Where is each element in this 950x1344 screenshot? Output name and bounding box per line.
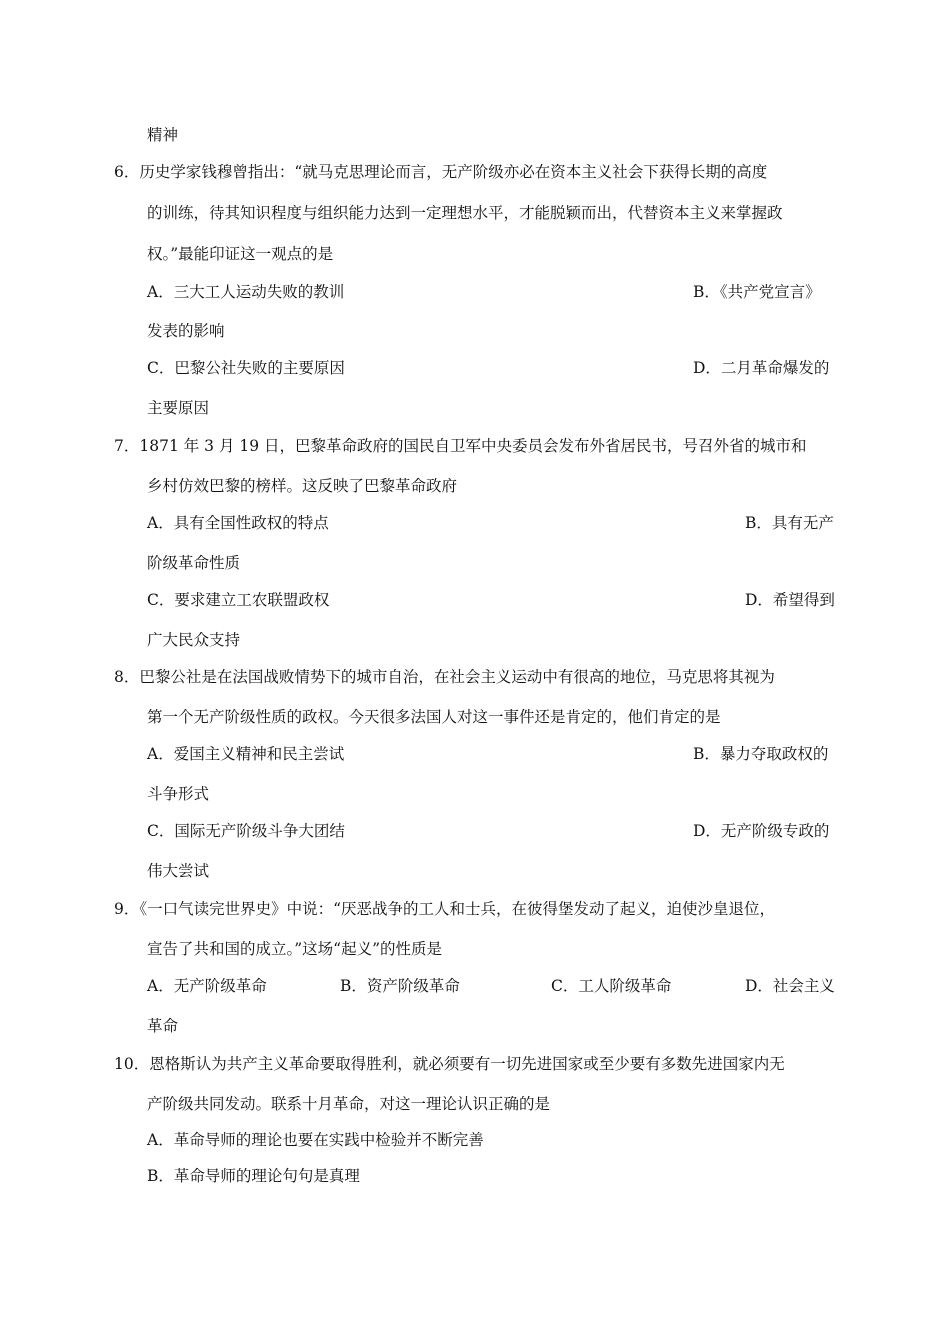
q8-option-a: A．爱国主义精神和民主尝试 [147, 745, 345, 763]
q7-option-d-continuation: 广大民众支持 [147, 631, 241, 649]
q7-option-c: C．要求建立工农联盟政权 [147, 591, 330, 609]
q9-option-a: A．无产阶级革命 [147, 977, 267, 995]
q6-option-d: D．二月革命爆发的 [693, 359, 830, 377]
q6-option-b: B．《共产党宣言》 [693, 283, 821, 301]
q10-stem-line-1: 10．恩格斯认为共产主义革命要取得胜利，就必须要有一切先进国家或至少要有多数先进国家内无 [114, 1055, 785, 1073]
q5-option-continuation: 精神 [147, 126, 179, 144]
q6-stem-line-1: 6．历史学家钱穆曾指出：“就马克思理论而言，无产阶级亦必在资本主义社会下获得长期的高度 [114, 163, 768, 181]
q8-option-b: B．暴力夺取政权的 [693, 745, 829, 763]
q7-option-a: A．具有全国性政权的特点 [147, 514, 329, 532]
q9-stem-line-2: 宣告了共和国的成立。”这场“起义”的性质是 [147, 940, 443, 958]
q10-stem-line-2: 产阶级共同发动。联系十月革命，对这一理论认识正确的是 [147, 1095, 551, 1113]
q7-option-b-continuation: 阶级革命性质 [147, 554, 241, 572]
q6-stem-line-2: 的训练，待其知识程度与组织能力达到一定理想水平，才能脱颖而出，代替资本主义来掌握政 [147, 204, 783, 222]
q9-option-d: D．社会主义 [745, 977, 835, 995]
q8-option-d-continuation: 伟大尝试 [147, 862, 210, 880]
q8-option-b-continuation: 斗争形式 [147, 785, 210, 803]
q8-stem-line-2: 第一个无产阶级性质的政权。今天很多法国人对这一事件还是肯定的，他们肯定的是 [147, 708, 721, 726]
q10-option-b: B．革命导师的理论句句是真理 [147, 1167, 360, 1185]
q6-stem-line-3: 权。”最能印证这一观点的是 [147, 245, 334, 263]
q8-option-d: D．无产阶级专政的 [693, 822, 830, 840]
q7-option-b: B．具有无产 [745, 514, 834, 532]
q9-option-d-continuation: 革命 [147, 1017, 179, 1035]
q6-option-c: C．巴黎公社失败的主要原因 [147, 359, 345, 377]
q7-stem-line-1: 7．1871 年 3 月 19 日，巴黎革命政府的国民自卫军中央委员会发布外省居民书，号召外省的城市和 [114, 437, 807, 455]
q10-option-a: A．革命导师的理论也要在实践中检验并不断完善 [147, 1131, 484, 1149]
q6-option-b-continuation: 发表的影响 [147, 322, 225, 340]
q7-stem-line-2: 乡村仿效巴黎的榜样。这反映了巴黎革命政府 [147, 477, 458, 495]
q6-option-a: A．三大工人运动失败的教训 [147, 283, 345, 301]
q9-option-c: C．工人阶级革命 [551, 977, 672, 995]
q7-option-d: D．希望得到 [745, 591, 835, 609]
q9-option-b: B．资产阶级革命 [340, 977, 460, 995]
q8-option-c: C．国际无产阶级斗争大团结 [147, 822, 345, 840]
q9-stem-line-1: 9．《一口气读完世界史》中说：“厌恶战争的工人和士兵，在彼得堡发动了起义，迫使沙皇退位， [114, 900, 776, 918]
q8-stem-line-1: 8．巴黎公社是在法国战败情势下的城市自治，在社会主义运动中有很高的地位，马克思将其视为 [114, 668, 775, 686]
q6-option-d-continuation: 主要原因 [147, 399, 210, 417]
